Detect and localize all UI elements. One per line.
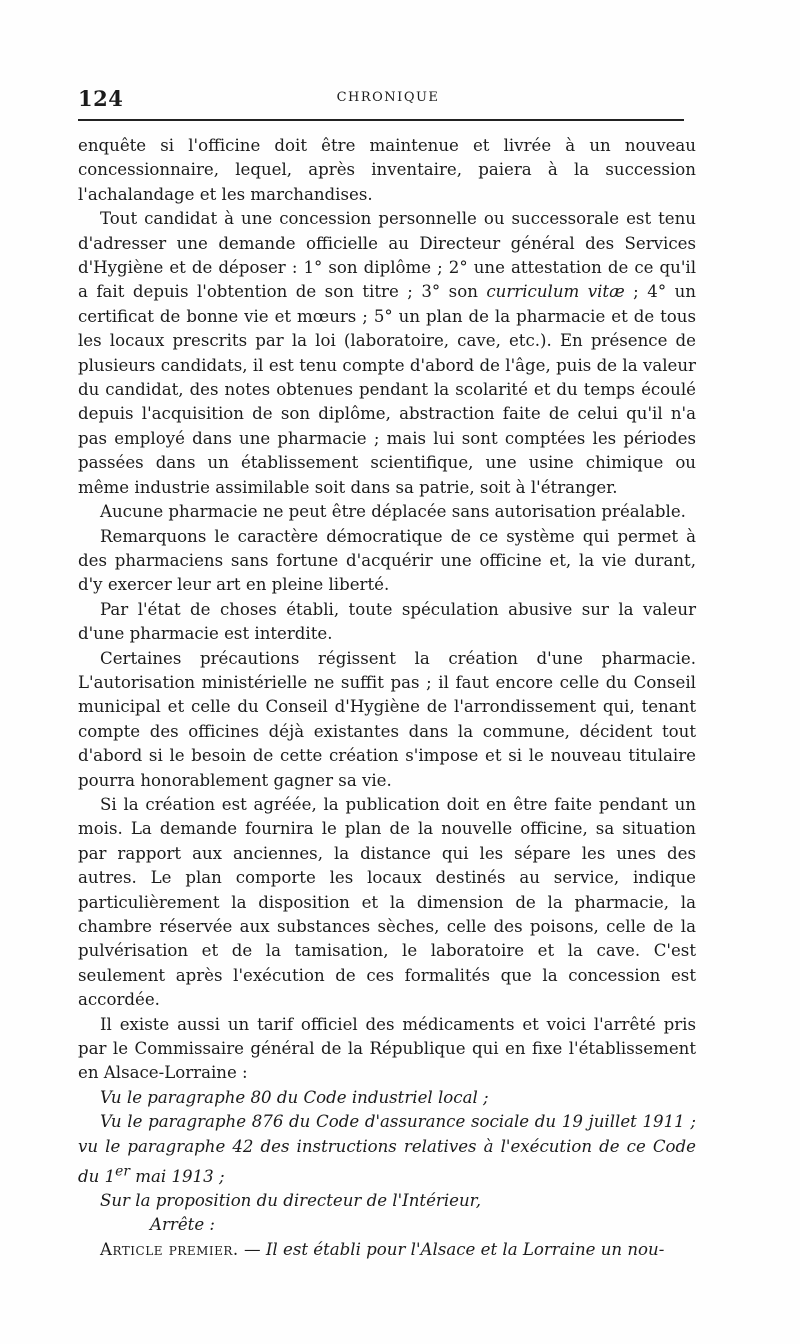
- italic-arrete: Arrête :: [150, 1215, 216, 1235]
- paragraph-relocation: Aucune pharmacie ne peut être déplacée sans autorisation préalable.: [100, 502, 686, 522]
- article-label: Article premier.: [100, 1239, 239, 1259]
- text-segment: ; 4° un certificat de bonne vie et mœurs ; 5° un plan de la pharmacie et de tous les locaux prescrits par la loi (laboratoire, cave, etc.). En présence de plusieurs candidats, il est tenu compte d'abord de l'âge, puis de la valeur du candidat, des notes obtenues pendant la scolarité et du temps écoulé depuis l'acquisition de son diplôme, abstraction faite de celui qu'il n'a pas employé dans une pharmacie ; mais lui sont comptées les périodes passées dans un établissement scientifique, une usine chimique ou même industrie assimilable soit dans sa patrie, soit à l'étranger.: [78, 282, 696, 497]
- paragraph-publication: Si la création est agréée, la publication doit en être faite pendant un mois. La demande fournira le plan de la nouvelle officine, sa situation par rapport aux anciennes, la distance qui les sépare les unes des autres. Le plan comporte les locaux destinés au service, indique particulièrement la disposition et la dimension de la pharmacie, la chambre réservée aux substances sèches, celle des poisons, celle de la pulvérisation et de la tamisation, le laboratoire et la cave. C'est seulement après l'exécution de ces formalités que la concession est accordée.: [78, 794, 696, 1010]
- decree-recital-2: [78, 1110, 696, 1189]
- paragraph-democratic-system: Remarquons le caractère démocratique de ce système qui permet à des pharmaciens sans fortune d'acquérir une officine et, la vie durant, d'y exercer leur art en pleine liberté.: [78, 526, 696, 595]
- paragraph-speculation: Par l'état de choses établi, toute spéculation abusive sur la valeur d'une pharmacie est interdite.: [78, 599, 696, 644]
- paragraph-continuation: enquête si l'officine doit être maintenue et livrée à un nouveau concessionnaire, lequel, après inventaire, paiera à la succession l'achalandage et les marchandises.: [78, 136, 696, 204]
- paragraph-precautions: Certaines précautions régissent la création d'une pharmacie. L'autorisation ministérielle ne suffit pas ; il faut encore celle du Conseil municipal et celle du Conseil d'Hygiène de l'arrondissement qui, tenant compte des officines déjà existantes dans la commune, décident tout d'abord si le besoin de cette création s'impose et si le nouveau titulaire pourra honorablement gagner sa vie.: [78, 648, 696, 790]
- page-header: [78, 86, 698, 110]
- decree-recital-3: [78, 1189, 696, 1213]
- body-text: [78, 134, 696, 1262]
- header-rule: [78, 119, 684, 121]
- paragraph-tariff: Il existe aussi un tarif officiel des médicaments et voici l'arrêté pris par le Commissaire général de la République qui en fixe l'établissement en Alsace-Lorraine :: [78, 1014, 696, 1083]
- article-dash: —: [238, 1239, 266, 1259]
- page-number: 124: [78, 86, 124, 111]
- superscript: er: [115, 1163, 130, 1180]
- text-segment: mai 1913 ;: [129, 1166, 225, 1186]
- running-head: CHRONIQUE: [336, 90, 440, 105]
- paragraph-candidate-requirements: [78, 207, 696, 500]
- italic-recital: Sur la proposition du directeur de l'Intérieur,: [100, 1191, 482, 1210]
- italic-recital: [78, 1112, 696, 1185]
- italic-term: curriculum vitæ: [486, 282, 625, 302]
- italic-recital: Vu le paragraphe 80 du Code industriel local ;: [100, 1087, 489, 1107]
- article-text: Il est établi pour l'Alsace et la Lorraine un nou-: [265, 1239, 665, 1259]
- text-segment: Tout candidat à une concession personnelle ou successorale est tenu d'adresser une demande officielle au Directeur général des Services d'Hygiène et de déposer : 1° son diplôme ; 2° une attestation de ce qu'il a fait depuis l'obtention de son titre ; 3° son: [78, 209, 696, 302]
- decree-recital-1: [78, 1086, 696, 1110]
- text-segment: Vu le paragraphe 876 du Code d'assurance sociale du 19 juillet 1911 ; vu le paragraphe 42 des instructions relatives à l'exécution de ce Code du 1: [78, 1112, 696, 1186]
- article-first: [78, 1238, 696, 1262]
- decree-arrete: [78, 1213, 696, 1237]
